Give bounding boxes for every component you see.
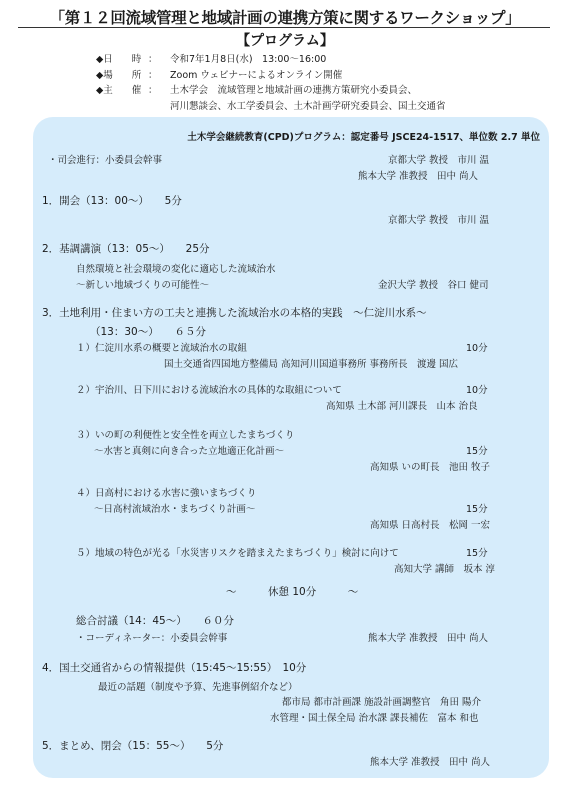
talk-3-title: ３）いの町の利便性と安全性を両立したまちづくり xyxy=(76,430,295,441)
keynote-title: 自然環境と社会環境の変化に適応した流域治水 xyxy=(76,264,276,275)
info-host-value: 土木学会 流域管理と地域計画の連携方策研究小委員会、 xyxy=(170,85,418,96)
talk-1-minutes: 10分 xyxy=(466,343,488,354)
discussion-coordinator: ・コーディネーター：小委員会幹事 xyxy=(76,633,228,644)
info-host-cont xyxy=(96,99,446,115)
section-4-person-2: 水管理・国土保全局 治水課 課長補佐 富本 和也 xyxy=(270,713,479,724)
section-1-title: 1．開会（13：00〜） 5分 xyxy=(42,195,182,207)
section-2-title: 2．基調講演（13：05〜） 25分 xyxy=(42,243,210,255)
talk-2-title: ２）宇治川、日下川における流域治水の具体的な取組について xyxy=(76,385,342,396)
moderator-person-1: 京都大学 教授 市川 温 xyxy=(388,155,490,166)
talk-5-minutes: 15分 xyxy=(466,548,488,559)
talk-3-minutes: 15分 xyxy=(466,446,488,457)
cpd-notice: 土木学会継続教育(CPD)プログラム：認定番号 JSCE24-1517、単位数 2.7 単位 xyxy=(187,132,540,143)
info-host xyxy=(96,83,446,99)
talk-4-subtitle: 〜日高村流域治水・まちづくり計画〜 xyxy=(94,504,256,515)
info-place-label: ◆場 所 xyxy=(96,69,142,81)
info-date-label: ◆日 時 xyxy=(96,54,142,65)
info-host-cont-label xyxy=(96,99,148,115)
section-5-person: 熊本大学 准教授 田中 尚人 xyxy=(370,757,491,768)
info-date-value: 令和7年1月8日(水) 13:00〜16:00 xyxy=(170,54,327,65)
event-info xyxy=(96,52,446,114)
info-colon: ： xyxy=(148,54,158,65)
workshop-title: 「第１２回流域管理と地域計画の連携方策に関するワークショップ」 xyxy=(49,9,521,27)
talk-4-speaker: 高知県 日高村長 松岡 一宏 xyxy=(370,520,491,531)
moderator-label: ・司会進行：小委員会幹事 xyxy=(48,155,163,166)
talk-2-speaker: 高知県 土木部 河川課長 山本 治良 xyxy=(326,401,478,412)
talk-4-title: ４）日高村における水害に強いまちづくり xyxy=(76,488,257,499)
section-3-title: 3．土地利用・住まい方の工夫と連携した流域治水の本格的実践 〜仁淀川水系〜 xyxy=(42,307,427,319)
info-colon: ： xyxy=(148,69,158,81)
talk-3-speaker: 高知県 いの町長 池田 牧子 xyxy=(370,462,491,473)
keynote-speaker: 金沢大学 教授 谷口 健司 xyxy=(378,280,489,291)
moderator-person-2: 熊本大学 准教授 田中 尚人 xyxy=(358,171,479,182)
title-underline xyxy=(18,27,550,28)
section-4-person-1: 都市局 都市計画課 施設計画調整官 角田 陽介 xyxy=(282,697,482,708)
talk-5-speaker: 高知大学 講師 坂本 淳 xyxy=(394,564,496,575)
talk-5-title: ５）地域の特色が光る「水災害リスクを踏まえたまちづくり」検討に向けて xyxy=(76,548,399,559)
program-subtitle: 【プログラム】 xyxy=(236,33,334,49)
info-host-cont-value: 河川懇談会、水工学委員会、土木計画学研究委員会、国土交通省 xyxy=(170,100,446,112)
talk-1-title: １）仁淀川水系の概要と流域治水の取組 xyxy=(76,343,248,354)
info-date xyxy=(96,52,446,68)
talk-2-minutes: 10分 xyxy=(466,385,488,396)
discussion-person: 熊本大学 准教授 田中 尚人 xyxy=(368,633,489,644)
section-4-title: 4．国土交通省からの情報提供（15:45〜15:55） 10分 xyxy=(42,662,307,674)
talk-4-minutes: 15分 xyxy=(466,504,488,515)
section-1-person: 京都大学 教授 市川 温 xyxy=(388,215,490,226)
info-place xyxy=(96,68,446,84)
info-place-value: Zoom ウェビナーによるオンライン開催 xyxy=(170,69,343,81)
section-5-title: 5．まとめ、閉会（15：55〜） 5分 xyxy=(42,740,224,752)
section-3-time: （13：30〜） ６５分 xyxy=(90,326,206,338)
discussion-title: 総合討議（14：45〜） ６０分 xyxy=(76,615,234,627)
info-colon: ： xyxy=(148,85,158,96)
info-host-label: ◆主 催 xyxy=(96,85,142,96)
section-4-topic: 最近の話題（制度や予算、先進事例紹介など） xyxy=(98,682,298,693)
info-colon-spacer xyxy=(148,99,170,115)
talk-3-subtitle: 〜水害と真剣に向き合った立地適正化計画〜 xyxy=(94,446,285,457)
keynote-subtitle: 〜新しい地域づくりの可能性〜 xyxy=(76,280,210,291)
talk-1-speaker: 国土交通省四国地方整備局 高知河川国道事務所 事務所長 渡邊 国広 xyxy=(164,359,459,370)
break-label: 〜 休憩 10分 〜 xyxy=(226,586,359,598)
